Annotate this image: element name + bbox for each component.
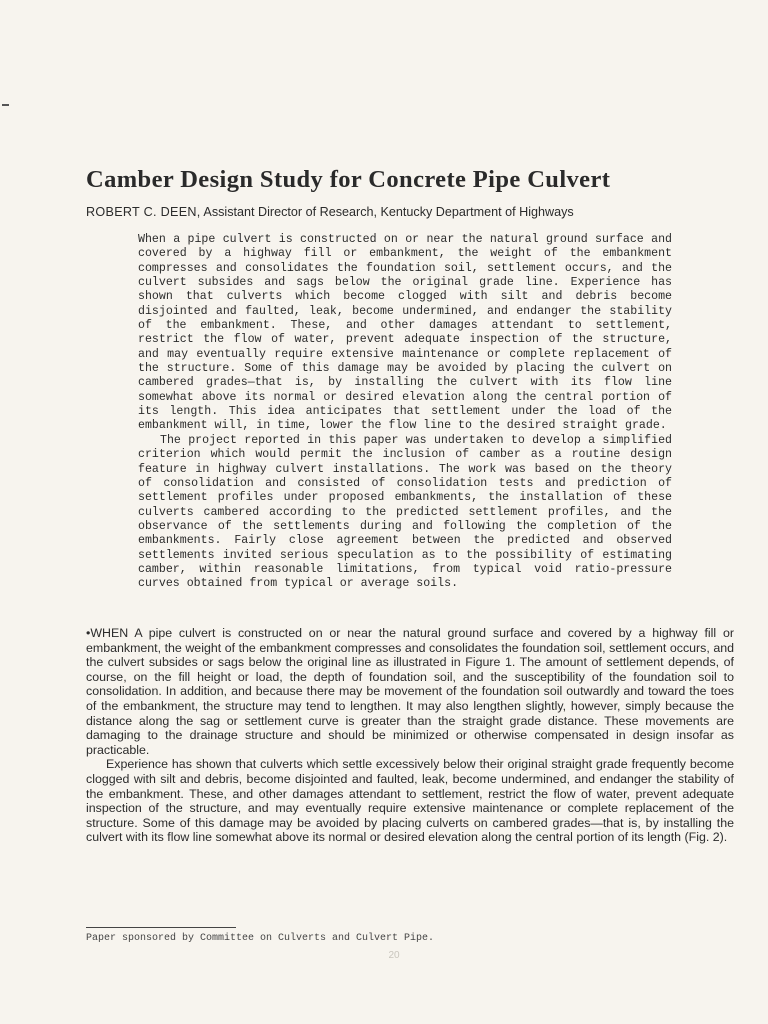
abstract-paragraph-1: When a pipe culvert is constructed on or near the natural ground surface and covered by a highway fill or embankment, the weight of the embankment compresses and consolidates the foundation soil, settlement occurs, and the culvert subsides and sags below the original grade line. Experience has shown that culverts which become clogged with silt and debris become disjointed and faulted, leak, become undermined, and endanger the stability of the embankment. These, and other damages attendant to settlement, restrict the flow of water, prevent adequate inspection of the structure, and may eventually require extensive maintenance or complete replacement of the structure. Some of this damage may be avoided by placing the culvert on cambered grades—that is, by installing the culvert with its flow line somewhat above its normal or desired elevation along the central portion of its length. This idea anticipates that settlement under the load of the embankment will, in time, lower the flow line to the desired straight grade.: [138, 233, 672, 433]
body-text: [86, 626, 734, 845]
margin-mark: [2, 104, 9, 106]
lead-word: •WHEN: [86, 626, 129, 640]
footnote-divider: [86, 927, 236, 928]
body-paragraph-2: Experience has shown that culverts which settle excessively below their original straight grade frequently become clogged with silt and debris, become disjointed and faulted, leak, become undermined, and endanger the stability of the embankment. These, and other damages attendant to settlement, restrict the flow of water, prevent adequate inspection of the structure, and may eventually require extensive maintenance or complete replacement of the structure. Some of this damage may be avoided by placing culverts on cambered grades—that is, by installing the culvert with its flow line somewhat above its normal or desired elevation along the central portion of its length (Fig. 2).: [86, 757, 734, 845]
body-paragraph-1: [86, 626, 734, 757]
footnote: Paper sponsored by Committee on Culverts and Culvert Pipe.: [86, 933, 435, 944]
page-number: 20: [388, 950, 400, 961]
body-paragraph-1-text: A pipe culvert is constructed on or near the natural ground surface and covered by a highway fill or embankment, the weight of the embankment compresses and consolidates the foundation soil, settlement occurs, and the culvert subsides or sags below the original line as illustrated in Figure 1. The amount of settlement depends, of course, on the fill height or load, the depth of foundation soil, and the susceptibility of the foundation soil to consolidation. In addition, and because there may be movement of the foundation soil outwardly and toward the toes of the embankment, the structure may tend to lengthen. It may also lengthen slightly, however, simply because the distance along the sag or settlement curve is greater than the straight grade distance. These movements are damaging to the drainage structure and should be minimized or otherwise compensated in design insofar as practicable.: [86, 626, 734, 757]
abstract: [138, 233, 672, 592]
author-affiliation: Assistant Director of Research, Kentucky Department of Highways: [203, 205, 574, 219]
paper-title: Camber Design Study for Concrete Pipe Culvert: [86, 166, 611, 193]
byline: [86, 205, 736, 219]
author-name: ROBERT C. DEEN,: [86, 205, 201, 219]
abstract-paragraph-2: The project reported in this paper was undertaken to develop a simplified criterion which would permit the inclusion of camber as a routine design feature in highway culvert installations. The work was based on the theory of consolidation and consisted of consolidation tests and prediction of settlement profiles under proposed embankments, the installation of these culverts cambered according to the predicted settlement profiles, and the observance of the settlements during and following the completion of the embankments. Fairly close agreement between the predicted and observed settlements invited serious speculation as to the possibility of estimating camber, within reasonable limitations, from typical void ratio-pressure curves obtained from typical or average soils.: [138, 433, 672, 591]
